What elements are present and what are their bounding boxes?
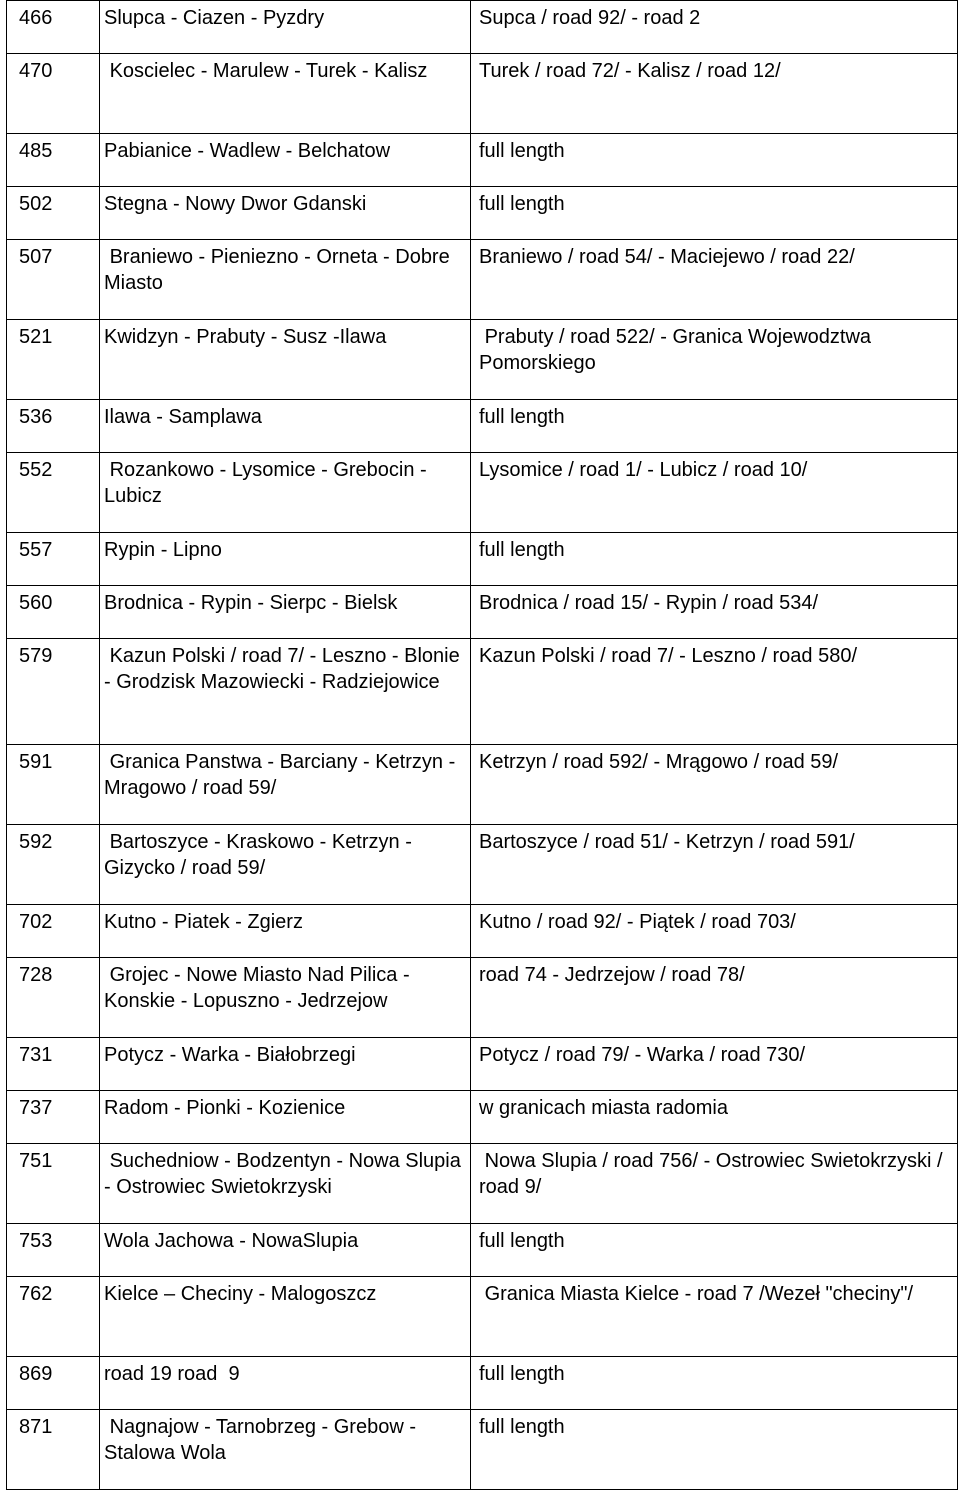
road-number-cell: 728 [7, 958, 100, 1038]
section-cell: Bartoszyce / road 51/ - Ketrzyn / road 591/ [471, 825, 958, 905]
table-row [7, 453, 958, 533]
road-number-cell: 470 [7, 54, 100, 134]
roads-table-body [7, 1, 958, 1490]
section-cell: full length [471, 1410, 958, 1490]
section-cell: Turek / road 72/ - Kalisz / road 12/ [471, 54, 958, 134]
road-number-cell: 753 [7, 1224, 100, 1277]
section-cell: Supca / road 92/ - road 2 [471, 1, 958, 54]
section-cell: full length [471, 1224, 958, 1277]
road-number-cell: 871 [7, 1410, 100, 1490]
route-cell: road 19 road 9 [100, 1357, 471, 1410]
table-row [7, 1144, 958, 1224]
road-number-cell: 702 [7, 905, 100, 958]
road-number-cell: 507 [7, 240, 100, 320]
table-row [7, 1277, 958, 1357]
route-cell: Ilawa - Samplawa [100, 400, 471, 453]
road-number-cell: 521 [7, 320, 100, 400]
table-row [7, 745, 958, 825]
section-cell: Nowa Slupia / road 756/ - Ostrowiec Swietokrzyski / road 9/ [471, 1144, 958, 1224]
table-row [7, 533, 958, 586]
table-row [7, 905, 958, 958]
section-cell: w granicach miasta radomia [471, 1091, 958, 1144]
route-cell: Rozankowo - Lysomice - Grebocin - Lubicz [100, 453, 471, 533]
road-number-cell: 591 [7, 745, 100, 825]
route-cell: Kielce – Checiny - Malogoszcz [100, 1277, 471, 1357]
table-row [7, 187, 958, 240]
road-number-cell: 552 [7, 453, 100, 533]
road-number-cell: 466 [7, 1, 100, 54]
route-cell: Suchedniow - Bodzentyn - Nowa Slupia - Ostrowiec Swietokrzyski [100, 1144, 471, 1224]
route-cell: Pabianice - Wadlew - Belchatow [100, 134, 471, 187]
road-number-cell: 869 [7, 1357, 100, 1410]
road-number-cell: 592 [7, 825, 100, 905]
section-cell: Ketrzyn / road 592/ - Mrągowo / road 59/ [471, 745, 958, 825]
road-number-cell: 731 [7, 1038, 100, 1091]
section-cell: Kutno / road 92/ - Piątek / road 703/ [471, 905, 958, 958]
road-number-cell: 762 [7, 1277, 100, 1357]
table-row [7, 1091, 958, 1144]
section-cell: Kazun Polski / road 7/ - Leszno / road 580/ [471, 639, 958, 745]
road-number-cell: 560 [7, 586, 100, 639]
route-cell: Wola Jachowa - NowaSlupia [100, 1224, 471, 1277]
table-row [7, 54, 958, 134]
section-cell: Braniewo / road 54/ - Maciejewo / road 22/ [471, 240, 958, 320]
road-number-cell: 536 [7, 400, 100, 453]
roads-table [6, 0, 958, 1490]
route-cell: Kazun Polski / road 7/ - Leszno - Blonie - Grodzisk Mazowiecki - Radziejowice [100, 639, 471, 745]
table-row [7, 134, 958, 187]
route-cell: Rypin - Lipno [100, 533, 471, 586]
road-number-cell: 485 [7, 134, 100, 187]
table-row [7, 1224, 958, 1277]
document-page [6, 0, 958, 1490]
route-cell: Grojec - Nowe Miasto Nad Pilica - Konskie - Lopuszno - Jedrzejow [100, 958, 471, 1038]
section-cell: road 74 - Jedrzejow / road 78/ [471, 958, 958, 1038]
route-cell: Bartoszyce - Kraskowo - Ketrzyn - Gizycko / road 59/ [100, 825, 471, 905]
section-cell: full length [471, 187, 958, 240]
road-number-cell: 502 [7, 187, 100, 240]
table-row [7, 1410, 958, 1490]
table-row [7, 400, 958, 453]
route-cell: Slupca - Ciazen - Pyzdry [100, 1, 471, 54]
table-row [7, 320, 958, 400]
route-cell: Stegna - Nowy Dwor Gdanski [100, 187, 471, 240]
route-cell: Koscielec - Marulew - Turek - Kalisz [100, 54, 471, 134]
table-row [7, 958, 958, 1038]
table-row [7, 240, 958, 320]
section-cell: Brodnica / road 15/ - Rypin / road 534/ [471, 586, 958, 639]
section-cell: full length [471, 400, 958, 453]
section-cell: full length [471, 134, 958, 187]
route-cell: Potycz - Warka - Białobrzegi [100, 1038, 471, 1091]
table-row [7, 1038, 958, 1091]
route-cell: Kwidzyn - Prabuty - Susz -Ilawa [100, 320, 471, 400]
section-cell: Prabuty / road 522/ - Granica Wojewodztwa Pomorskiego [471, 320, 958, 400]
section-cell: full length [471, 1357, 958, 1410]
road-number-cell: 751 [7, 1144, 100, 1224]
table-row [7, 639, 958, 745]
route-cell: Radom - Pionki - Kozienice [100, 1091, 471, 1144]
route-cell: Braniewo - Pieniezno - Orneta - Dobre Miasto [100, 240, 471, 320]
road-number-cell: 579 [7, 639, 100, 745]
table-row [7, 586, 958, 639]
route-cell: Kutno - Piatek - Zgierz [100, 905, 471, 958]
table-row [7, 1357, 958, 1410]
table-row [7, 825, 958, 905]
route-cell: Brodnica - Rypin - Sierpc - Bielsk [100, 586, 471, 639]
table-row [7, 1, 958, 54]
road-number-cell: 557 [7, 533, 100, 586]
route-cell: Nagnajow - Tarnobrzeg - Grebow - Stalowa Wola [100, 1410, 471, 1490]
section-cell: Lysomice / road 1/ - Lubicz / road 10/ [471, 453, 958, 533]
section-cell: Potycz / road 79/ - Warka / road 730/ [471, 1038, 958, 1091]
section-cell: full length [471, 533, 958, 586]
route-cell: Granica Panstwa - Barciany - Ketrzyn - Mragowo / road 59/ [100, 745, 471, 825]
section-cell: Granica Miasta Kielce - road 7 /Wezeł "checiny"/ [471, 1277, 958, 1357]
road-number-cell: 737 [7, 1091, 100, 1144]
